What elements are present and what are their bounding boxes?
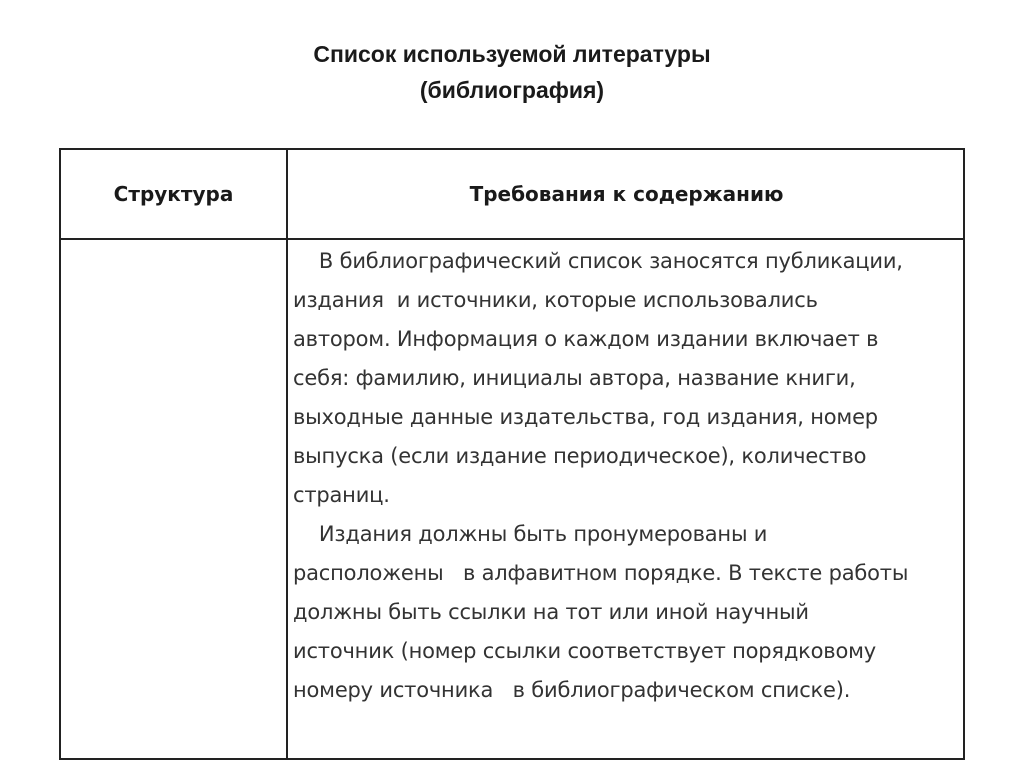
slide-title <box>0 36 1024 108</box>
content-line: страниц. <box>293 483 390 507</box>
content-line: Издания должны быть пронумерованы и <box>293 522 768 546</box>
content-line: источник (номер ссылки соответствует порядковому <box>293 639 876 663</box>
header-requirements: Требования к содержанию <box>469 182 784 206</box>
table-header-divider <box>61 238 963 240</box>
content-line: должны быть ссылки на тот или иной научный <box>293 600 809 624</box>
content-line: автором. Информация о каждом издании включает в <box>293 327 879 351</box>
header-structure: Структура <box>113 182 234 206</box>
content-line: номеру источника в библиографическом списке). <box>293 678 851 702</box>
requirements-content <box>293 242 961 710</box>
content-line: выпуска (если издание периодическое), количество <box>293 444 867 468</box>
content-line: себя: фамилию, инициалы автора, название книги, <box>293 366 856 390</box>
table-column-divider <box>286 150 288 758</box>
slide-title-line-2: (библиография) <box>419 77 605 103</box>
requirements-table <box>59 148 965 760</box>
content-line: издания и источники, которые использовались <box>293 288 818 312</box>
content-line: В библиографический список заносятся публикации, <box>293 249 903 273</box>
content-line: выходные данные издательства, год издания, номер <box>293 405 878 429</box>
content-line: расположены в алфавитном порядке. В тексте работы <box>293 561 909 585</box>
slide-title-line-1: Список используемой литературы <box>313 41 711 67</box>
